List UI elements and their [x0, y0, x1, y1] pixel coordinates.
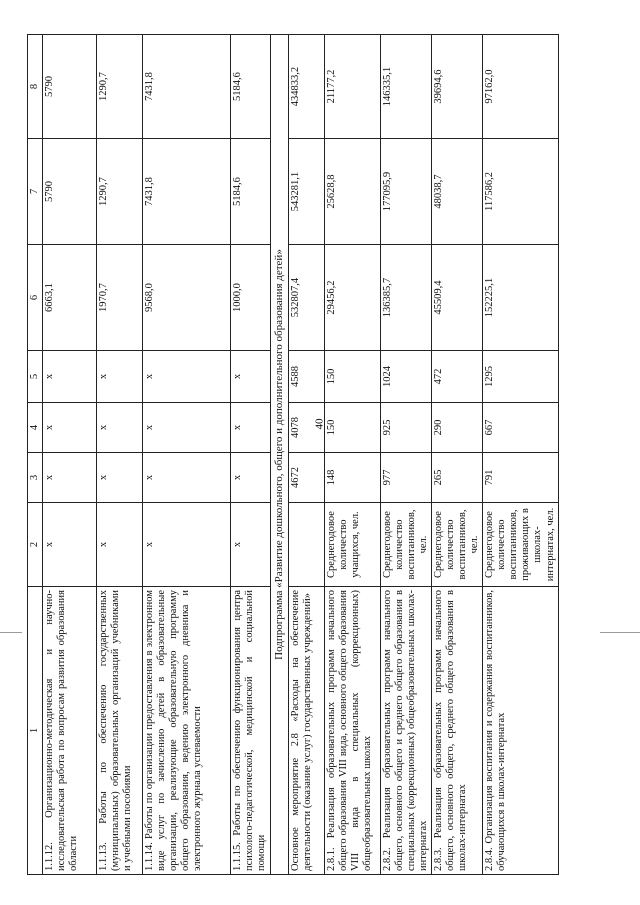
cell: 290 [431, 403, 482, 453]
cell: 434833,2 [288, 35, 324, 139]
row-name: 2.8.1. Реализация образовательных программ начального общего образования VIII вида, основного общего образования VIII вида в специальных (коррекционных) общеобразовательных школах [324, 587, 380, 875]
cell: 97162,0 [483, 35, 558, 139]
table-row [288, 35, 324, 875]
cell: 29456,2 [324, 245, 380, 351]
table-row [380, 35, 431, 875]
cell: 148 [324, 453, 380, 503]
row-unit: Среднегодовое количество учащихся, чел. [324, 503, 380, 587]
cell: 791 [483, 453, 558, 503]
cell: 21177,2 [324, 35, 380, 139]
cell: х [97, 403, 143, 453]
cell: х [143, 351, 231, 403]
cell: х [231, 403, 271, 453]
row-unit: х [143, 503, 231, 587]
table-row [97, 35, 143, 875]
subprogram-title: Подпрограмма «Развитие дошкольного, общего и дополнительного образования детей» [271, 35, 289, 875]
column-header: 6 [28, 245, 43, 351]
cell: 667 [483, 403, 558, 453]
cell: 977 [380, 453, 431, 503]
cell: 7431,8 [143, 35, 231, 139]
row-name: 1.1.14. Работы по организации предоставления в электронном виде услуг по зачислению детей в образовательные организации, реализующие образовательную программу общего образования, ведению электронного дневника и электронного журнала успеваемости [143, 587, 231, 875]
cell: 4588 [288, 351, 324, 403]
cell: 6663,1 [43, 245, 97, 351]
cell: 152225,1 [483, 245, 558, 351]
cell: 45509,4 [431, 245, 482, 351]
row-unit: Среднегодовое количество воспитанников, чел. [431, 503, 482, 587]
row-name: 2.8.3. Реализация образовательных программ начального общего, основного общего, среднего общего образования в школах-интернатах [431, 587, 482, 875]
table-row [324, 35, 380, 875]
row-unit: Среднегодовое количество воспитанников, чел. [380, 503, 431, 587]
cell: 150 [324, 403, 380, 453]
cell: 472 [431, 351, 482, 403]
row-unit [288, 503, 324, 587]
cell: 1970,7 [97, 245, 143, 351]
table-row [143, 35, 231, 875]
row-name: 2.8.2. Реализация образовательных программ начального общего, основного общего и среднего общего образования в специальных (коррекционных) общеобразовательных школах-интернатах [380, 587, 431, 875]
cell: 265 [431, 453, 482, 503]
column-header: 8 [28, 35, 43, 139]
binding-mark-line [600, 632, 640, 633]
cell: 4672 [288, 453, 324, 503]
table-row [431, 35, 482, 875]
row-unit: х [97, 503, 143, 587]
cell: 1000,0 [231, 245, 271, 351]
cell: х [43, 351, 97, 403]
cell: 7431,8 [143, 139, 231, 245]
cell: 543281,1 [288, 139, 324, 245]
cell: 1024 [380, 351, 431, 403]
row-unit: х [231, 503, 271, 587]
cell: х [231, 453, 271, 503]
header-row [28, 35, 43, 875]
rotated-table-container [27, 35, 556, 875]
binding-mark-line [0, 632, 22, 633]
column-header: 4 [28, 403, 43, 453]
column-header: 5 [28, 351, 43, 403]
row-unit: х [43, 503, 97, 587]
cell: 5184,6 [231, 35, 271, 139]
cell: 1295 [483, 351, 558, 403]
row-name: Основное мероприятие 2.8 «Расходы на обеспечение деятельности (оказание услуг) государственных учреждений» [288, 587, 324, 875]
row-name: 1.1.12. Организационно-методическая и научно-исследовательская работа по вопросам развития образования области [43, 587, 97, 875]
cell: 177095,9 [380, 139, 431, 245]
table-row [483, 35, 558, 875]
cell: 25628,8 [324, 139, 380, 245]
cell: 5184,6 [231, 139, 271, 245]
column-header: 7 [28, 139, 43, 245]
cell: 136385,7 [380, 245, 431, 351]
column-header: 2 [28, 503, 43, 587]
cell: х [143, 403, 231, 453]
cell: х [43, 453, 97, 503]
cell: 1290,7 [97, 139, 143, 245]
column-header: 3 [28, 453, 43, 503]
cell: 532807,4 [288, 245, 324, 351]
cell: 117586,2 [483, 139, 558, 245]
row-name: 1.1.15. Работы по обеспечению функционирования центра психолого-педагогической, медицинской и социальной помощи [231, 587, 271, 875]
cell: 39694,6 [431, 35, 482, 139]
table-row [231, 35, 271, 875]
row-unit: Среднегодовое количество воспитанников, проживающих в школах-интернатах, чел. [483, 503, 558, 587]
budget-table [27, 34, 559, 875]
cell: 150 [324, 351, 380, 403]
subprogram-row [271, 35, 289, 875]
cell: х [143, 453, 231, 503]
table-row [43, 35, 97, 875]
cell: х [97, 351, 143, 403]
cell: х [231, 351, 271, 403]
cell: 5790 [43, 35, 97, 139]
cell: х [43, 403, 97, 453]
cell: 48038,7 [431, 139, 482, 245]
cell: 925 [380, 403, 431, 453]
row-name: 2.8.4. Организация воспитания и содержания воспитанников, обучающихся в школах-интернатах [483, 587, 558, 875]
cell: х [97, 453, 143, 503]
cell: 146335,1 [380, 35, 431, 139]
cell: 1290,7 [97, 35, 143, 139]
page-number: 40 [313, 418, 326, 430]
cell: 9568,0 [143, 245, 231, 351]
column-header: 1 [28, 587, 43, 875]
row-name: 1.1.13. Работы по обеспечению государственных (муниципальных) образовательных организаций учебниками и учебными пособиями [97, 587, 143, 875]
cell: 5790 [43, 139, 97, 245]
cell: 4078 [288, 403, 324, 453]
